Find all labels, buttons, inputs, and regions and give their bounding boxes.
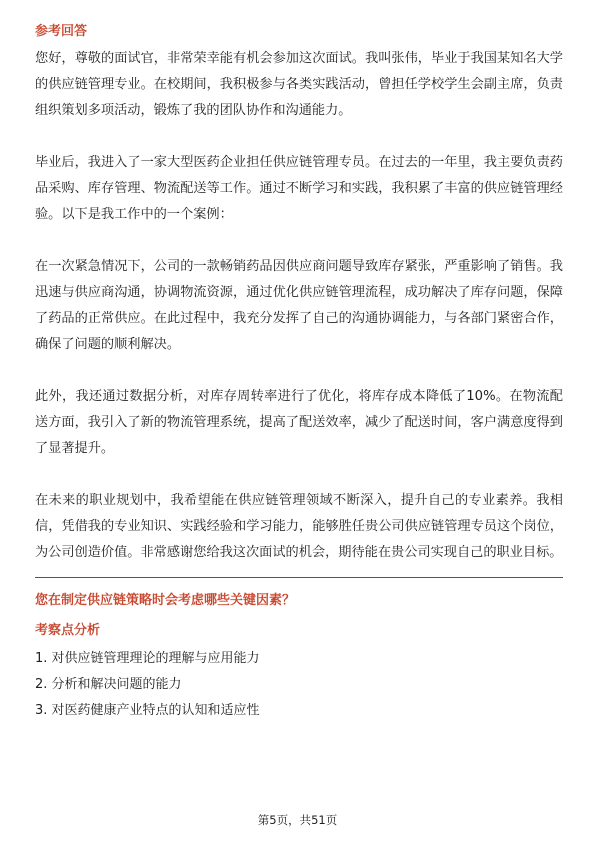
analysis-heading: 考察点分析 — [35, 623, 101, 638]
analysis-item-1: 1. 对供应链管理理论的理解与应用能力 — [35, 651, 260, 666]
answer-paragraph-3: 在一次紧急情况下，公司的一款畅销药品因供应商问题导致库存紧张，严重影响了销售。我迅速与供应商沟通，协调物流资源，通过优化供应链管理流程，成功解决了库存问题，保障了药品的正常供应。在此过程中，我充分发挥了自己的沟通协调能力，与各部门紧密合作，确保了问题的顺利解决。 — [35, 259, 563, 352]
analysis-item-3: 3. 对医药健康产业特点的认知和适应性 — [35, 703, 260, 718]
section-divider — [35, 577, 563, 578]
analysis-item-2: 2. 分析和解决问题的能力 — [35, 677, 182, 692]
answer-paragraph-4: 此外，我还通过数据分析，对库存周转率进行了优化，将库存成本降低了10%。在物流配送方面，我引入了新的物流管理系统，提高了配送效率，减少了配送时间，客户满意度得到了显著提升。 — [35, 389, 563, 456]
document-page — [35, 22, 563, 724]
page-number: 第5页，共51页 — [257, 813, 338, 827]
answer-paragraph-1: 您好，尊敬的面试官，非常荣幸能有机会参加这次面试。我叫张伟，毕业于我国某知名大学的供应链管理专业。在校期间，我积极参与各类实践活动，曾担任学校学生会副主席，负责组织策划多项活动，锻炼了我的团队协作和沟通能力。 — [35, 51, 563, 118]
answer-paragraph-5: 在未来的职业规划中，我希望能在供应链管理领域不断深入，提升自己的专业素养。我相信，凭借我的专业知识、实践经验和学习能力，能够胜任贵公司供应链管理专员这个岗位，为公司创造价值。非常感谢您给我这次面试的机会，期待能在贵公司实现自己的职业目标。 — [35, 493, 563, 560]
answer-heading: 参考回答 — [35, 24, 88, 39]
analysis-list — [35, 646, 563, 724]
answer-paragraph-2: 毕业后，我进入了一家大型医药企业担任供应链管理专员。在过去的一年里，我主要负责药品采购、库存管理、物流配送等工作。通过不断学习和实践，我积累了丰富的供应链管理经验。以下是我工作中的一个案例： — [35, 155, 563, 222]
question-text: 您在制定供应链策略时会考虑哪些关键因素？ — [35, 593, 296, 608]
